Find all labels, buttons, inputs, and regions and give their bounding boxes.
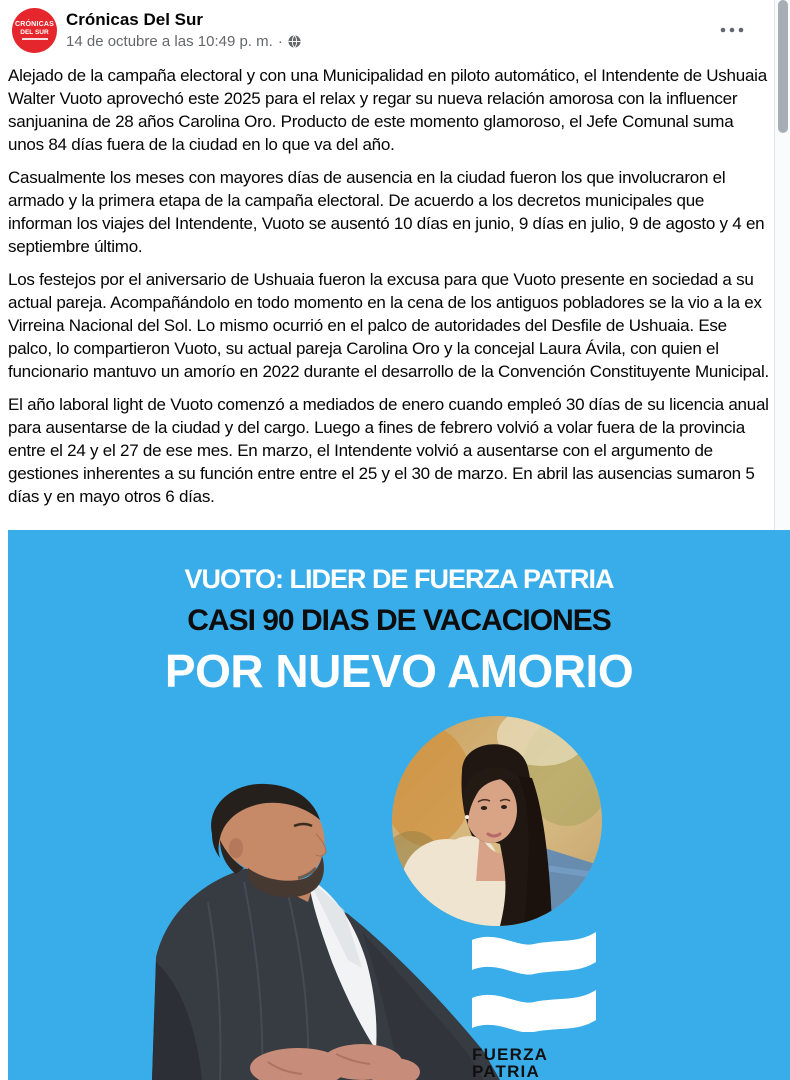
post-paragraph: Los festejos por el aniversario de Ushuaia fueron la excusa para que Vuoto presente en sociedad a su actual pareja. Acompañándolo en todo momento en la cena de los antiguos pobladores se la vio a la ex Virreina Nacional del Sol. Lo mismo ocurrió en el palco de autoridades del Desfile de Ushuaia. Ese palco, lo compartieron Vuoto, su actual pareja Carolina Oro y la concejal Laura Ávila, con quien el funcionario mantuvo un amorío en 2022 durante el desarrollo de la Convención Constituyente Municipal. [8, 270, 770, 381]
timestamp-separator: · [277, 33, 283, 50]
post-paragraph: El año laboral light de Vuoto comenzó a mediados de enero cuando empleó 30 días de su licencia anual para ausentarse de la ciudad y del cargo. Luego a fines de febrero volvió a volar fuera de la provincia entre el 24 y el 27 de ese mes. En marzo, el Intendente volvió a ausentarse con el argumento de gestiones inherentes a su función entre entre el 25 y el 30 de marzo. En abril las ausencias sumaron 5 días y en mayo otros 6 días. [8, 395, 769, 506]
page-avatar[interactable] [12, 8, 57, 53]
fuerza-patria-flag-icon [472, 930, 596, 1032]
globe-icon [288, 35, 301, 48]
fuerza-patria-wordmark [472, 1047, 612, 1080]
scrollbar-thumb[interactable] [778, 0, 788, 133]
fuerza-patria-line2: PATRIA [472, 1061, 540, 1080]
scrollbar-track[interactable] [774, 0, 790, 530]
post-image[interactable] [8, 530, 790, 1080]
post-paragraph: Casualmente los meses con mayores días de ausencia en la ciudad fueron los que involucraron el armado y la primera etapa de la campaña electoral. De acuerdo a los decretos municipales que informan los viajes del Intendente, Vuoto se ausentó 10 días en junio, 9 días en julio, 9 de agosto y 4 en septiembre último. [8, 168, 765, 256]
fuerza-patria-logo [472, 930, 612, 1080]
image-headline-line2: CASI 90 DIAS DE VACACIONES [187, 604, 611, 637]
avatar-divider [22, 38, 48, 40]
image-headline-line3: POR NUEVO AMORIO [164, 645, 634, 697]
image-headline-line1: VUOTO: LIDER DE FUERZA PATRIA [184, 564, 614, 594]
post-timestamp[interactable]: 14 de octubre a las 10:49 p. m. [66, 33, 273, 50]
fuerza-patria-line1: FUERZA [472, 1045, 549, 1064]
post-header [0, 0, 770, 62]
more-options-button[interactable] [716, 16, 748, 44]
image-headline [8, 562, 790, 698]
three-dots-icon [720, 27, 744, 33]
post-text [8, 64, 772, 528]
post-paragraph: Alejado de la campaña electoral y con una Municipalidad en piloto automático, el Intendente de Ushuaia Walter Vuoto aprovechó este 2025 para el relax y regar su nueva relación amorosa con la influencer sanjuanina de 28 años Carolina Oro. Producto de este momento glamoroso, el Jefe Comunal suma unos 84 días fuera de la ciudad en lo que va del año. [8, 66, 767, 154]
walter-vuoto-photo [148, 782, 520, 1080]
page-name-link[interactable]: Crónicas Del Sur [66, 10, 203, 29]
avatar-text-line1: CRÓNICAS [15, 21, 54, 28]
timestamp-row [66, 33, 301, 50]
avatar-text-line2: DEL SUR [20, 29, 49, 36]
